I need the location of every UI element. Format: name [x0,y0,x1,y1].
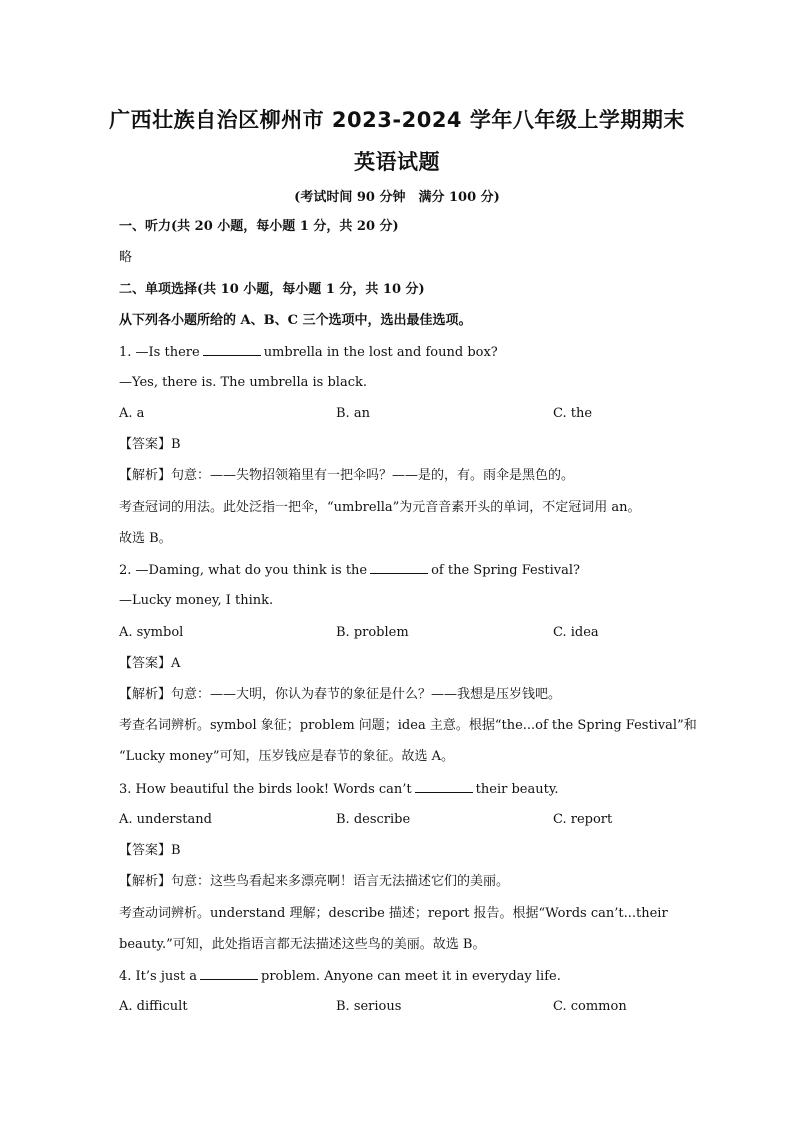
question-3-analysis-line2: 考查动词辨析。understand 理解；describe 描述；report 报告。根据“Words can’t...their [119,906,668,921]
question-1-option-a: A. a [119,406,145,421]
listening-note: 略 [119,250,133,265]
question-2-reply: —Lucky money, I think. [119,593,274,608]
question-3-stem-after: their beauty. [475,782,559,797]
question-4-stem-before: 4. It’s just a [119,969,198,984]
question-2-option-c: C. idea [553,625,599,640]
question-3-option-a: A. understand [119,812,212,827]
question-3-analysis-line1: 【解析】句意：这些鸟看起来多漂亮啊！语言无法描述它们的美丽。 [119,874,510,889]
question-2-answer: 【答案】A [119,656,181,671]
question-1-option-b: B. an [336,406,370,421]
document-title: 广西壮族自治区柳州市 2023-2024 学年八年级上学期期末 [109,108,685,132]
question-2-blank [370,561,428,574]
question-2-stem-before: 2. —Daming, what do you think is the [119,563,368,578]
question-4-stem-after: problem. Anyone can meet it in everyday life. [261,969,561,984]
question-2-analysis-line3: “Lucky money”可知，压岁钱应是春节的象征。故选 A。 [119,749,455,764]
question-1-stem-before: 1. —Is there [119,345,200,360]
question-4-option-c: C. common [553,999,627,1014]
question-3-stem-before: 3. How beautiful the birds look! Words can’t [119,782,412,797]
question-3-stem [119,780,559,799]
question-1-option-c: C. the [553,406,593,421]
question-3-analysis-line3: beauty.”可知，此处指语言都无法描述这些鸟的美丽。故选 B。 [119,937,486,952]
question-4-blank [200,967,258,980]
question-2-option-b: B. problem [336,625,409,640]
question-1-analysis-line1: 【解析】句意：——失物招领箱里有一把伞吗？——是的，有。雨伞是黑色的。 [119,468,575,483]
question-4-option-a: A. difficult [119,999,188,1014]
question-1-stem-after: umbrella in the lost and found box? [263,345,498,360]
question-2-analysis-line1: 【解析】句意：——大明，你认为春节的象征是什么？——我想是压岁钱吧。 [119,687,562,702]
choice-heading: 二、单项选择(共 10 小题，每小题 1 分，共 10 分) [119,282,425,297]
question-1-answer: 【答案】B [119,437,181,452]
listening-heading: 一、听力(共 20 小题，每小题 1 分，共 20 分) [119,219,399,234]
question-3-blank [415,780,473,793]
question-4-option-b: B. serious [336,999,402,1014]
question-3-option-b: B. describe [336,812,411,827]
exam-info: (考试时间 90 分钟 满分 100 分) [294,190,500,205]
question-1-analysis-line2: 考查冠词的用法。此处泛指一把伞，“umbrella”为元音音素开头的单词，不定冠词用 an。 [119,500,641,515]
question-2-stem-after: of the Spring Festival? [431,563,581,578]
question-1-analysis-line3: 故选 B。 [119,531,172,546]
question-1-reply: —Yes, there is. The umbrella is black. [119,375,367,390]
question-4-stem [119,967,561,986]
choice-instruction: 从下列各小题所给的 A、B、C 三个选项中，选出最佳选项。 [119,313,472,328]
question-2-stem [119,561,580,580]
document-title-line2: 英语试题 [354,150,440,174]
question-2-analysis-line2: 考查名词辨析。symbol 象征；problem 问题；idea 主意。根据“the...of the Spring Festival”和 [119,718,697,733]
question-2-option-a: A. symbol [119,625,184,640]
question-3-option-c: C. report [553,812,613,827]
question-3-answer: 【答案】B [119,843,181,858]
question-1-blank [203,343,261,356]
question-1-stem [119,343,498,362]
